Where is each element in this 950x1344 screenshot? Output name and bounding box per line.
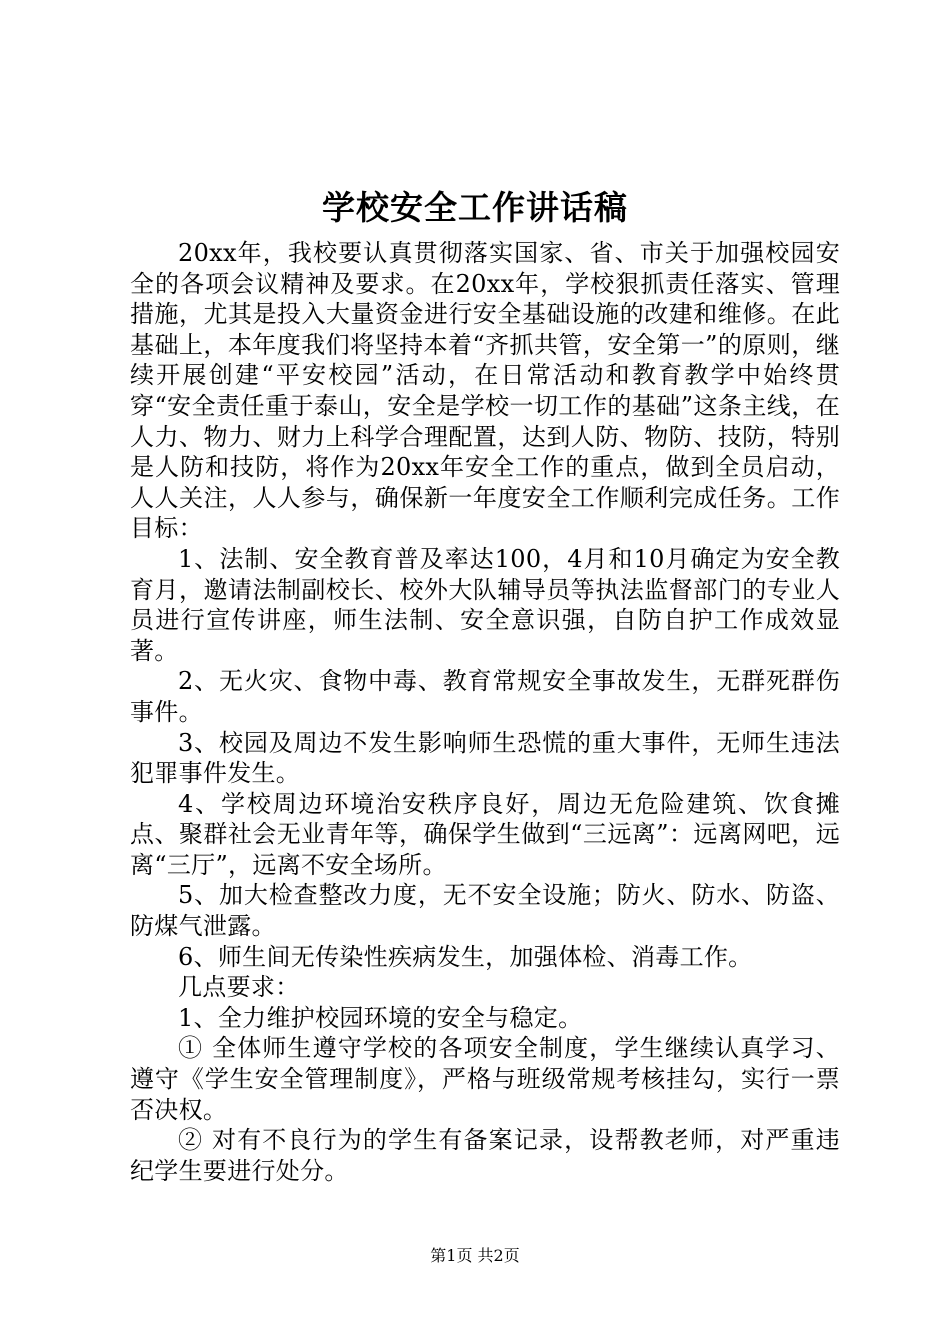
paragraph-goal-3: 3、校园及周边不发生影响师生恐慌的重大事件，无师生违法犯罪事件发生。 — [130, 728, 840, 788]
paragraph-requirements-heading: 几点要求： — [178, 973, 300, 1002]
paragraph-goal-1: 1、法制、安全教育普及率达100，4月和10月确定为安全教育月，邀请法制副校长、校外大队辅导员等执法监督部门的专业人员进行宣传讲座，师生法制、安全意识强，自防自护工作成效显著。 — [130, 544, 840, 665]
document-body — [130, 238, 840, 1186]
paragraph-intro: 20xx年，我校要认真贯彻落实国家、省、市关于加强校园安全的各项会议精神及要求。在20xx年，学校狠抓责任落实、管理措施，尤其是投入大量资金进行安全基础设施的改建和维修。在此基础上，本年度我们将坚持本着“齐抓共管，安全第一”的原则，继续开展创建“平安校园”活动，在日常活动和教育教学中始终贯穿“安全责任重于泰山，安全是学校一切工作的基础”这条主线，在人力、物力、财力上科学合理配置，达到人防、物防、技防，特别是人防和技防，将作为20xx年安全工作的重点，做到全员启动，人人关注，人人参与，确保新一年度安全工作顺利完成任务。工作目标： — [130, 239, 840, 543]
paragraph-goal-2: 2、无火灾、食物中毒、教育常规安全事故发生，无群死群伤事件。 — [130, 667, 840, 726]
paragraph-requirement-1: 1、全力维护校园环境的安全与稳定。 — [178, 1003, 583, 1032]
paragraph-goal-5: 5、加大检查整改力度，无不安全设施；防火、防水、防盗、防煤气泄露。 — [130, 881, 840, 941]
paragraph-goal-6: 6、师生间无传染性疾病发生，加强体检、消毒工作。 — [178, 942, 753, 971]
paragraph-requirement-1b: ② 对有不良行为的学生有备案记录，设帮教老师，对严重违纪学生要进行处分。 — [130, 1126, 840, 1185]
paragraph-requirement-1a: ① 全体师生遵守学校的各项安全制度，学生继续认真学习、遵守《学生安全管理制度》，严格与班级常规考核挂勾，实行一票否决权。 — [130, 1034, 840, 1124]
document-title: 学校安全工作讲话稿 — [322, 188, 628, 227]
paragraph-goal-4: 4、学校周边环境治安秩序良好，周边无危险建筑、饮食摊点、聚群社会无业青年等，确保学生做到“三远离”：远离网吧，远离“三厅”，远离不安全场所。 — [130, 789, 840, 879]
page-number-footer: 第1页 共2页 — [430, 1246, 520, 1265]
